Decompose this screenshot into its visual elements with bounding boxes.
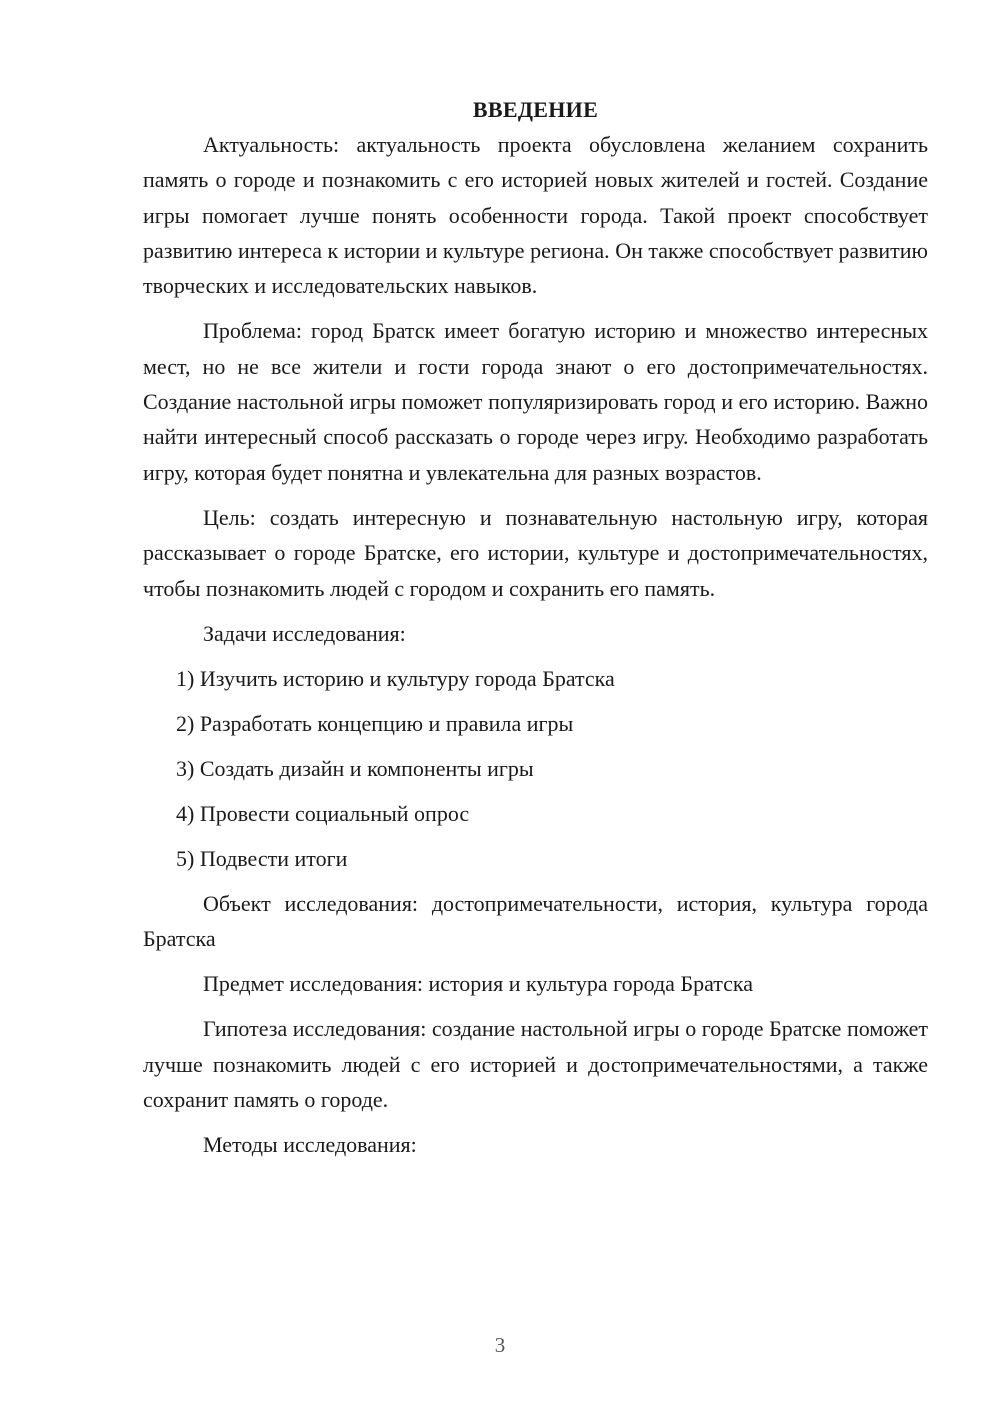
relevance-paragraph: Актуальность: актуальность проекта обусловлена желанием сохранить память о городе и познакомить с его историей новых жителей и гостей. Создание игры помогает лучше понять особенности города. Такой проект способствует развитию интереса к истории и культуре региона. Он также способствует развитию творческих и исследовательских навыков. xyxy=(143,132,928,299)
goal-paragraph: Цель: создать интересную и познавательную настольную игру, которая рассказывает о городе Братске, его истории, культуре и достопримечательностях, чтобы познакомить людей с городом и сохранить его память. xyxy=(143,504,928,601)
page-number: 3 xyxy=(494,1333,506,1357)
problem-paragraph: Проблема: город Братск имеет богатую историю и множество интересных мест, но не все жители и гости города знают о его достопримечательностях. Создание настольной игры поможет популяризировать город и его историю. Важно найти интересный способ рассказать о городе через игру. Необходимо разработать игру, которая будет понятна и увлекательна для разных возрастов. xyxy=(143,318,928,485)
task-item: 2) Разработать концепцию и правила игры xyxy=(176,710,574,736)
methods-heading: Методы исследования: xyxy=(203,1132,417,1158)
task-item: 1) Изучить историю и культуру города Братска xyxy=(176,665,615,691)
tasks-list xyxy=(143,661,928,876)
task-item: 5) Подвести итоги xyxy=(176,845,348,871)
hypothesis-paragraph: Гипотеза исследования: создание настольной игры о городе Братске поможет лучше познакомить людей с его историей и достопримечательностями, а также сохранит память о городе. xyxy=(143,1016,928,1113)
section-title: ВВЕДЕНИЕ xyxy=(472,97,599,122)
tasks-heading: Задачи исследования: xyxy=(203,620,406,646)
document-page xyxy=(143,92,928,1172)
object-paragraph: Объект исследования: достопримечательности, история, культура города Братска xyxy=(143,890,928,952)
task-item: 4) Провести социальный опрос xyxy=(176,800,470,826)
task-item: 3) Создать дизайн и компоненты игры xyxy=(176,755,534,781)
subject-paragraph: Предмет исследования: история и культура города Братска xyxy=(203,971,754,997)
